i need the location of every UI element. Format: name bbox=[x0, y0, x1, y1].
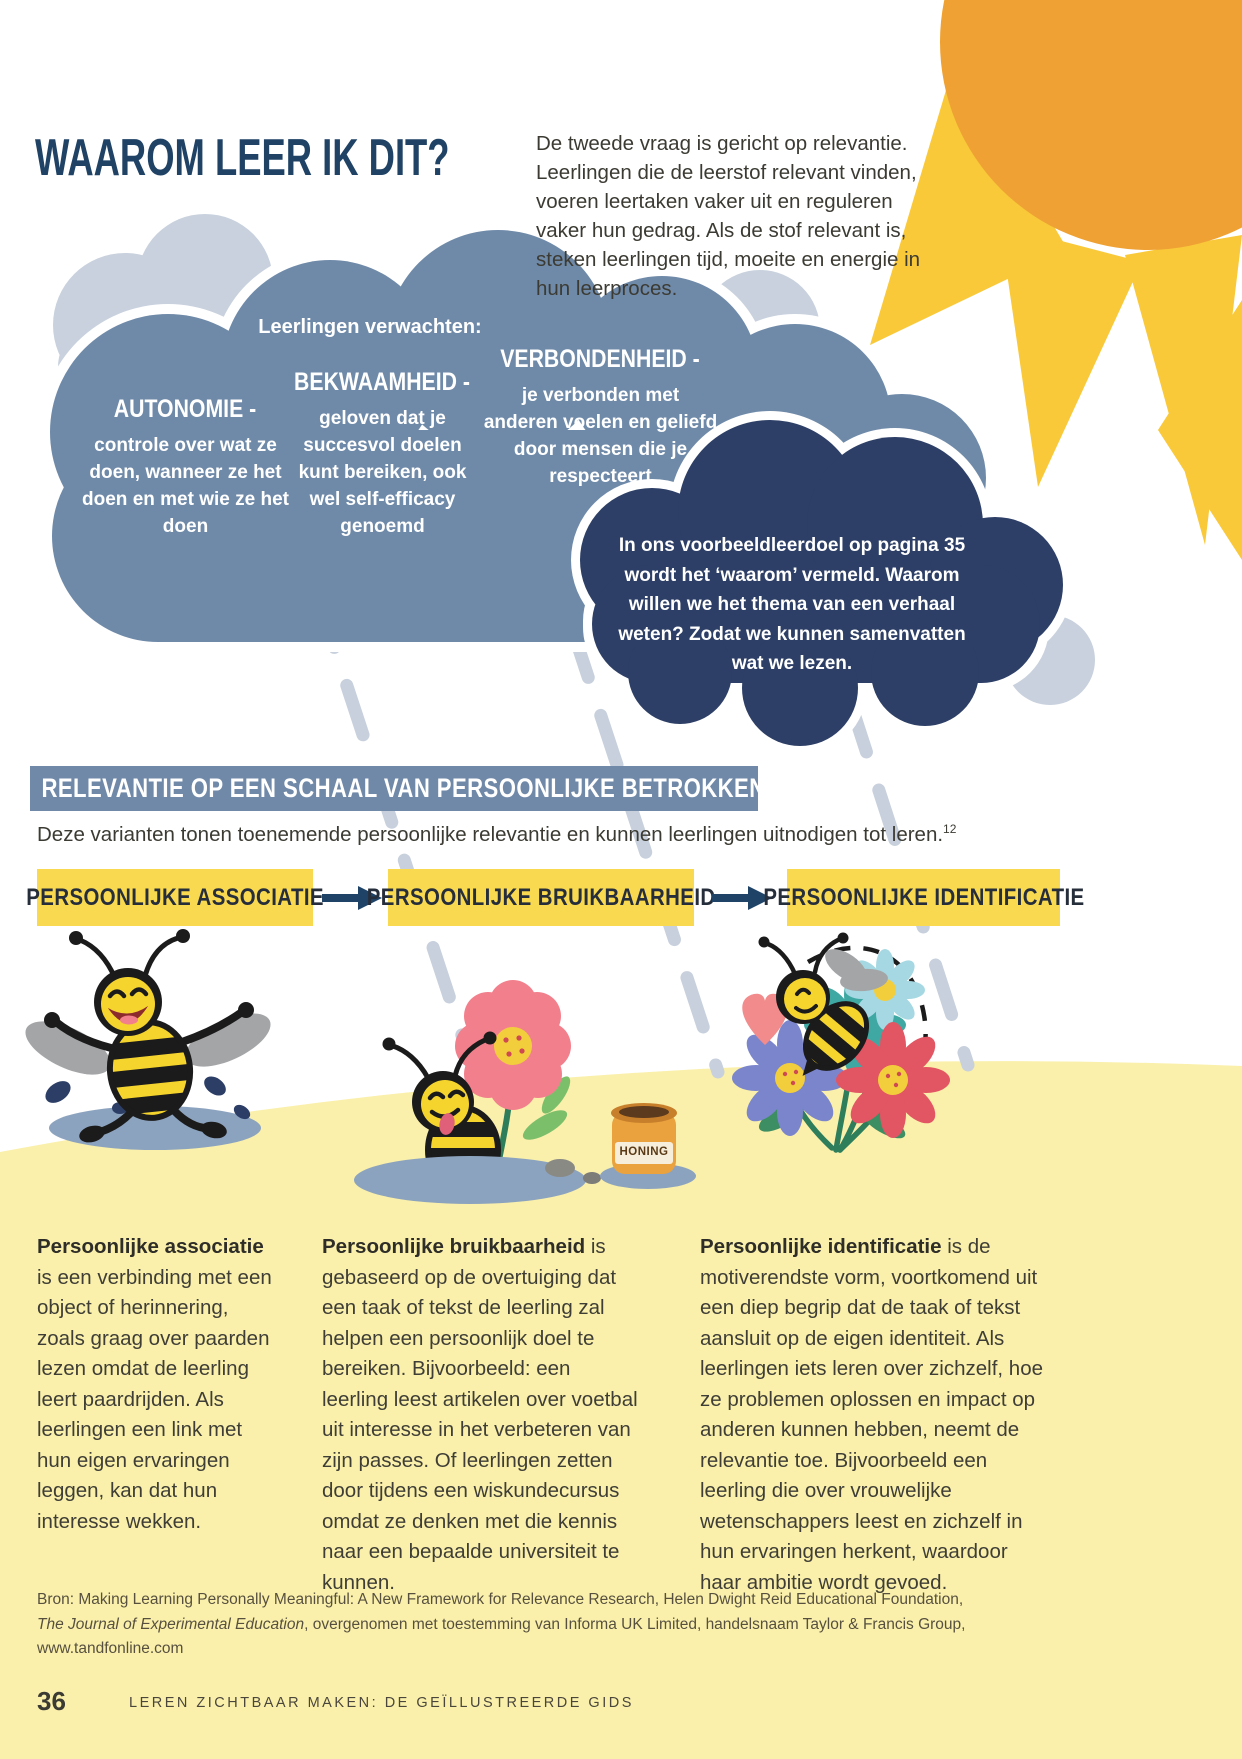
column-identificatie bbox=[700, 1232, 1045, 1598]
stage-label-identificatie-text: PERSOONLIJKE IDENTIFICATIE bbox=[762, 883, 1085, 911]
source-suffix: , overgenomen met toestemming van Informa UK Limited, handelsnaam Taylor & Francis Group, www.tandfonline.com bbox=[37, 1615, 966, 1657]
source-attribution bbox=[37, 1588, 972, 1662]
section-subtitle-text: Deze varianten tonen toenemende persoonlijke relevantie en kunnen leerlingen uitnodigen tot leren. bbox=[37, 822, 944, 846]
stage-label-associatie bbox=[26, 869, 324, 926]
column-identificatie-body: is de motiverendste vorm, voortkomend uit een diep begrip dat de taak of tekst aansluit op de eigen identiteit. Als leerlingen iets leren over zichzelf, hoe ze problemen oplossen en impact op anderen kunnen hebben, neemt de relevantie toe. Bijvoorbeeld een leerling die over vrouwelijke wetenschappers leest en zichzelf in hun ervaringen herkent, waardoor haar ambitie wordt gevoed. bbox=[700, 1235, 1043, 1594]
column-associatie-body: is een verbinding met een object of herinnering, zoals graag over paarden lezen omdat de leerling leert paardrijden. Als leerlingen een link met hun eigen ervaringen leggen, kan dat hun interesse wekken. bbox=[37, 1265, 272, 1533]
need-heading-bekwaamheid: BEKWAAMHEID - bbox=[294, 368, 470, 396]
page-number: 36 bbox=[37, 1686, 66, 1716]
need-body-bekwaamheid: geloven dat je succesvol doelen kunt bereiken, ook wel self-efficacy genoemd bbox=[298, 408, 467, 537]
column-identificatie-lead: Persoonlijke identificatie bbox=[700, 1235, 942, 1258]
section-subtitle bbox=[37, 822, 1037, 847]
need-heading-verbondenheid: VERBONDENHEID - bbox=[500, 345, 700, 373]
need-body-verbondenheid: je verbonden met anderen voelen en geliefd door mensen die je respecteert bbox=[483, 385, 718, 487]
column-bruikbaarheid bbox=[322, 1232, 640, 1598]
intro-paragraph: De tweede vraag is gericht op relevantie. Leerlingen die de leerstof relevant vinden, voeren leertaken vaker uit en reguleren vaker hun gedrag. Als de stof relevant is, steken leerlingen tijd, moeite en energie in hun leerproces. bbox=[536, 132, 921, 300]
stage-label-identificatie bbox=[762, 869, 1085, 926]
bee-flowers-icon bbox=[732, 933, 950, 1151]
cloud-expect-label: Leerlingen verwachten: bbox=[258, 316, 482, 338]
example-note: In ons voorbeeldleerdoel op pagina 35 wordt het ‘waarom’ vermeld. Waarom willen we het thema van een verhaal weten? Zodat we kunnen samenvatten wat we lezen. bbox=[618, 535, 966, 674]
honey-pot-label: HONING bbox=[619, 1146, 669, 1158]
bee-dancing-icon bbox=[18, 929, 278, 1150]
need-heading-autonomie: AUTONOMIE - bbox=[113, 395, 257, 423]
column-bruikbaarheid-lead: Persoonlijke bruikbaarheid bbox=[322, 1235, 586, 1258]
section-banner bbox=[30, 766, 821, 811]
stage-label-bruikbaarheid-text: PERSOONLIJKE BRUIKBAARHEID bbox=[366, 883, 716, 911]
column-associatie-lead: Persoonlijke associatie bbox=[37, 1235, 264, 1258]
column-associatie bbox=[37, 1232, 279, 1537]
stage-label-associatie-text: PERSOONLIJKE ASSOCIATIE bbox=[26, 883, 324, 911]
source-prefix: Bron: Making Learning Personally Meaningful: A New Framework for Relevance Research, Helen Dwight Reid Educational Foundation, bbox=[37, 1591, 964, 1608]
column-bruikbaarheid-body: is gebaseerd op de overtuiging dat een taak of tekst de leerling zal helpen een persoonlijk doel te bereiken. Bijvoorbeeld: een leerling leest artikelen over voetbal uit interesse in het verbeteren van zijn passes. Of leerlingen zetten door tijdens een wiskundecursus omdat ze denken met die kennis naar een bepaalde universiteit te kunnen. bbox=[322, 1235, 638, 1594]
page-title: WAAROM LEER IK DIT? bbox=[35, 129, 450, 187]
book-title: LEREN ZICHTBAAR MAKEN: DE GEÏLLUSTREERDE GIDS bbox=[129, 1695, 634, 1711]
footnote-marker: 12 bbox=[943, 822, 957, 836]
source-journal: The Journal of Experimental Education bbox=[37, 1615, 305, 1633]
need-body-autonomie: controle over wat ze doen, wanneer ze het doen en met wie ze het doen bbox=[82, 435, 289, 537]
section-banner-title: RELEVANTIE OP EEN SCHAAL VAN PERSOONLIJKE BETROKKENHEID bbox=[41, 773, 821, 803]
stage-label-bruikbaarheid bbox=[366, 869, 716, 926]
